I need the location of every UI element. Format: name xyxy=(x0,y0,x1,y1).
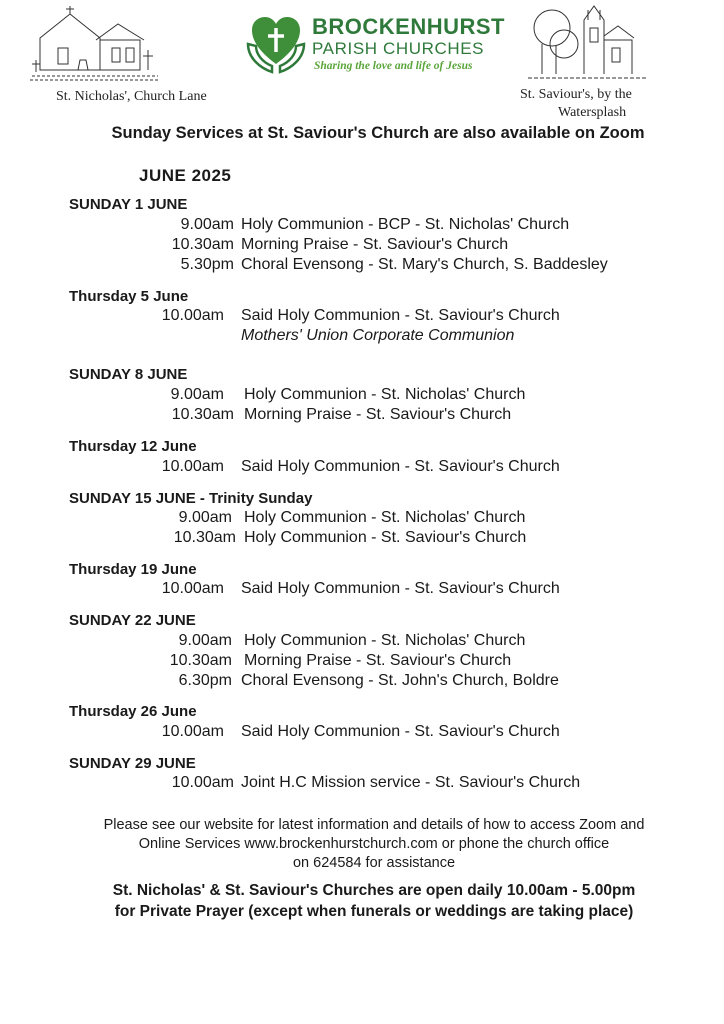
contact-info xyxy=(0,816,724,873)
service-time: 10.00am xyxy=(171,774,234,791)
logo-title: BROCKENHURST xyxy=(312,14,505,39)
service-time: 9.00am xyxy=(170,386,224,403)
logo-subtitle: PARISH CHURCHES xyxy=(312,39,485,58)
service-time: 10.30am xyxy=(173,529,236,546)
contact-info-line: on 624584 for assistance xyxy=(292,855,456,871)
day-heading: SUNDAY 1 JUNE xyxy=(69,196,188,213)
opening-hours-line: for Private Prayer (except when funerals or weddings are taking place) xyxy=(114,903,634,920)
service-time: 10.00am xyxy=(161,458,224,475)
service-time: 9.00am xyxy=(178,509,232,526)
service-time: 9.00am xyxy=(178,632,232,649)
service-desc: Holy Communion - BCP - St. Nicholas' Church xyxy=(241,216,570,233)
service-desc: Holy Communion - St. Nicholas' Church xyxy=(244,386,526,403)
service-desc: Holy Communion - St. Nicholas' Church xyxy=(244,509,526,526)
service-desc: Choral Evensong - St. Mary's Church, S. Baddesley xyxy=(241,256,608,273)
service-time: 6.30pm xyxy=(178,672,232,689)
day-heading: Thursday 5 June xyxy=(69,288,189,305)
month-heading: JUNE 2025 xyxy=(139,166,232,185)
st-nicholas-sketch xyxy=(30,0,160,82)
service-desc: Said Holy Communion - St. Saviour's Church xyxy=(241,580,560,597)
service-desc: Said Holy Communion - St. Saviour's Church xyxy=(241,458,560,475)
service-time: 10.00am xyxy=(161,307,224,324)
service-desc: Morning Praise - St. Saviour's Church xyxy=(244,406,512,423)
service-desc: Holy Communion - St. Nicholas' Church xyxy=(244,632,526,649)
service-desc: Morning Praise - St. Saviour's Church xyxy=(244,652,512,669)
contact-info-line: Online Services www.brockenhurstchurch.com or phone the church office xyxy=(138,836,610,852)
service-time: 10.30am xyxy=(169,652,232,669)
left-sketch-caption: St. Nicholas', Church Lane xyxy=(56,89,207,104)
day-heading: Thursday 19 June xyxy=(69,561,197,578)
service-desc: Joint H.C Mission service - St. Saviour's Church xyxy=(241,774,581,791)
contact-info-line: Please see our website for latest information and details of how to access Zoom and xyxy=(103,817,645,833)
service-desc: Holy Communion - St. Saviour's Church xyxy=(244,529,527,546)
zoom-note: Sunday Services at St. Saviour's Church are also available on Zoom xyxy=(111,124,645,142)
day-heading: SUNDAY 29 JUNE xyxy=(69,755,196,772)
service-time: 10.00am xyxy=(161,723,224,740)
opening-hours-line: St. Nicholas' & St. Saviour's Churches are open daily 10.00am - 5.00pm xyxy=(112,882,636,899)
service-time: 9.00am xyxy=(180,216,234,233)
right-sketch-caption-line1: St. Saviour's, by the xyxy=(520,87,632,102)
parish-logo xyxy=(244,12,504,76)
st-saviours-sketch xyxy=(528,0,646,82)
service-time: 10.30am xyxy=(171,406,234,423)
day-heading: SUNDAY 15 JUNE - Trinity Sunday xyxy=(69,490,313,507)
logo-tagline: Sharing the love and life of Jesus xyxy=(314,60,473,72)
heart-hands-icon xyxy=(244,14,308,76)
service-desc: Morning Praise - St. Saviour's Church xyxy=(241,236,509,253)
right-sketch-caption-line2: Watersplash xyxy=(558,105,627,120)
day-heading: Thursday 12 June xyxy=(69,438,197,455)
service-desc: Said Holy Communion - St. Saviour's Church xyxy=(241,723,560,740)
service-time: 5.30pm xyxy=(180,256,234,273)
service-desc: Choral Evensong - St. John's Church, Boldre xyxy=(241,672,559,689)
day-heading: SUNDAY 8 JUNE xyxy=(69,366,188,383)
service-time: 10.00am xyxy=(161,580,224,597)
service-note: Mothers' Union Corporate Communion xyxy=(241,327,515,344)
day-heading: SUNDAY 22 JUNE xyxy=(69,612,196,629)
service-time: 10.30am xyxy=(171,236,234,253)
day-heading: Thursday 26 June xyxy=(69,703,197,720)
opening-hours-note xyxy=(0,880,724,922)
service-desc: Said Holy Communion - St. Saviour's Church xyxy=(241,307,560,324)
